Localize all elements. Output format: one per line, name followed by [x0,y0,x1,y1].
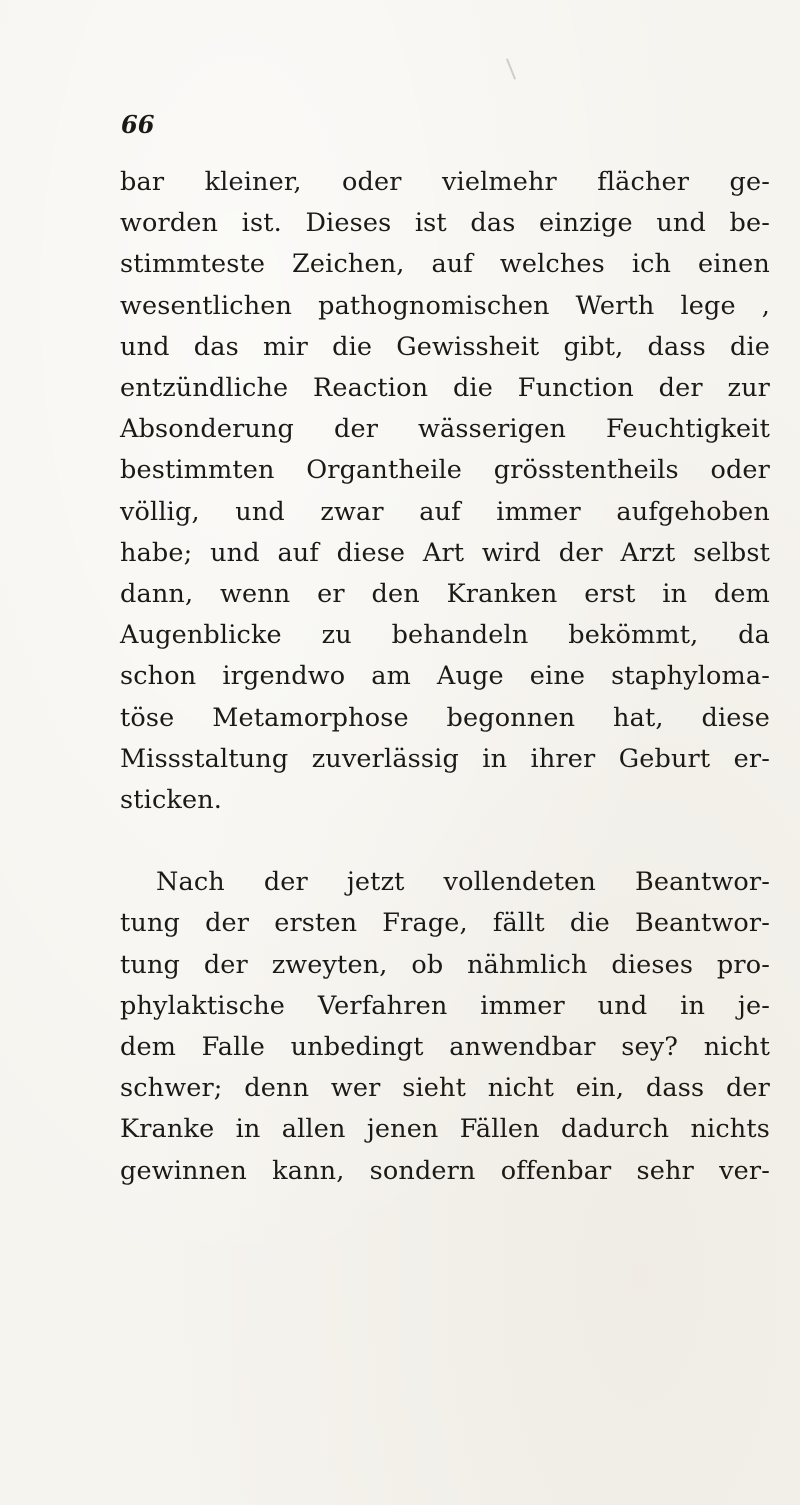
text-line: worden ist. Dieses ist das einzige und be- [120,208,770,239]
body-text [120,162,770,1192]
text-line: schwer; denn wer sieht nicht ein, dass der [120,1073,770,1104]
text-line: töse Metamorphose begonnen hat, diese [120,702,770,733]
text-line: habe; und auf diese Art wird der Arzt selbst [120,537,770,568]
text-line: wesentlichen pathognomischen Werth lege , [120,290,770,321]
text-line: und das mir die Gewissheit gibt, dass die [120,331,770,362]
text-line: bestimmten Organtheile grösstentheils oder [120,455,770,486]
text-line: Missstaltung zuverlässig in ihrer Geburt er- [120,743,770,774]
text-line: sticken. [120,785,223,816]
text-line: gewinnen kann, sondern offenbar sehr ver- [120,1155,770,1186]
text-line: Nach der jetzt vollendeten Beantwor- [156,867,770,898]
page-number: 66 [121,110,155,139]
text-line: Kranke in allen jenen Fällen dadurch nichts [120,1114,770,1145]
text-line: völlig, und zwar auf immer aufgehoben [120,496,770,527]
text-line: tung der zweyten, ob nähmlich dieses pro- [120,949,770,980]
text-line: dann, wenn er den Kranken erst in dem [120,579,770,610]
paragraph-2 [120,862,770,1192]
text-line: stimmteste Zeichen, auf welches ich einen [120,249,770,280]
paragraph-1 [120,162,770,821]
text-line: entzündliche Reaction die Function der zur [120,373,770,404]
ink-mark [506,58,516,79]
text-line: phylaktische Verfahren immer und in je- [120,990,770,1021]
text-line: Absonderung der wässerigen Feuchtigkeit [120,414,770,445]
text-line: bar kleiner, oder vielmehr flächer ge- [120,167,770,197]
text-line: tung der ersten Frage, fällt die Beantwor- [120,908,770,939]
text-line: Augenblicke zu behandeln bekömmt, da [120,620,770,651]
text-line: dem Falle unbedingt anwendbar sey? nicht [120,1032,770,1063]
text-line: schon irgendwo am Auge eine staphyloma- [120,661,770,692]
